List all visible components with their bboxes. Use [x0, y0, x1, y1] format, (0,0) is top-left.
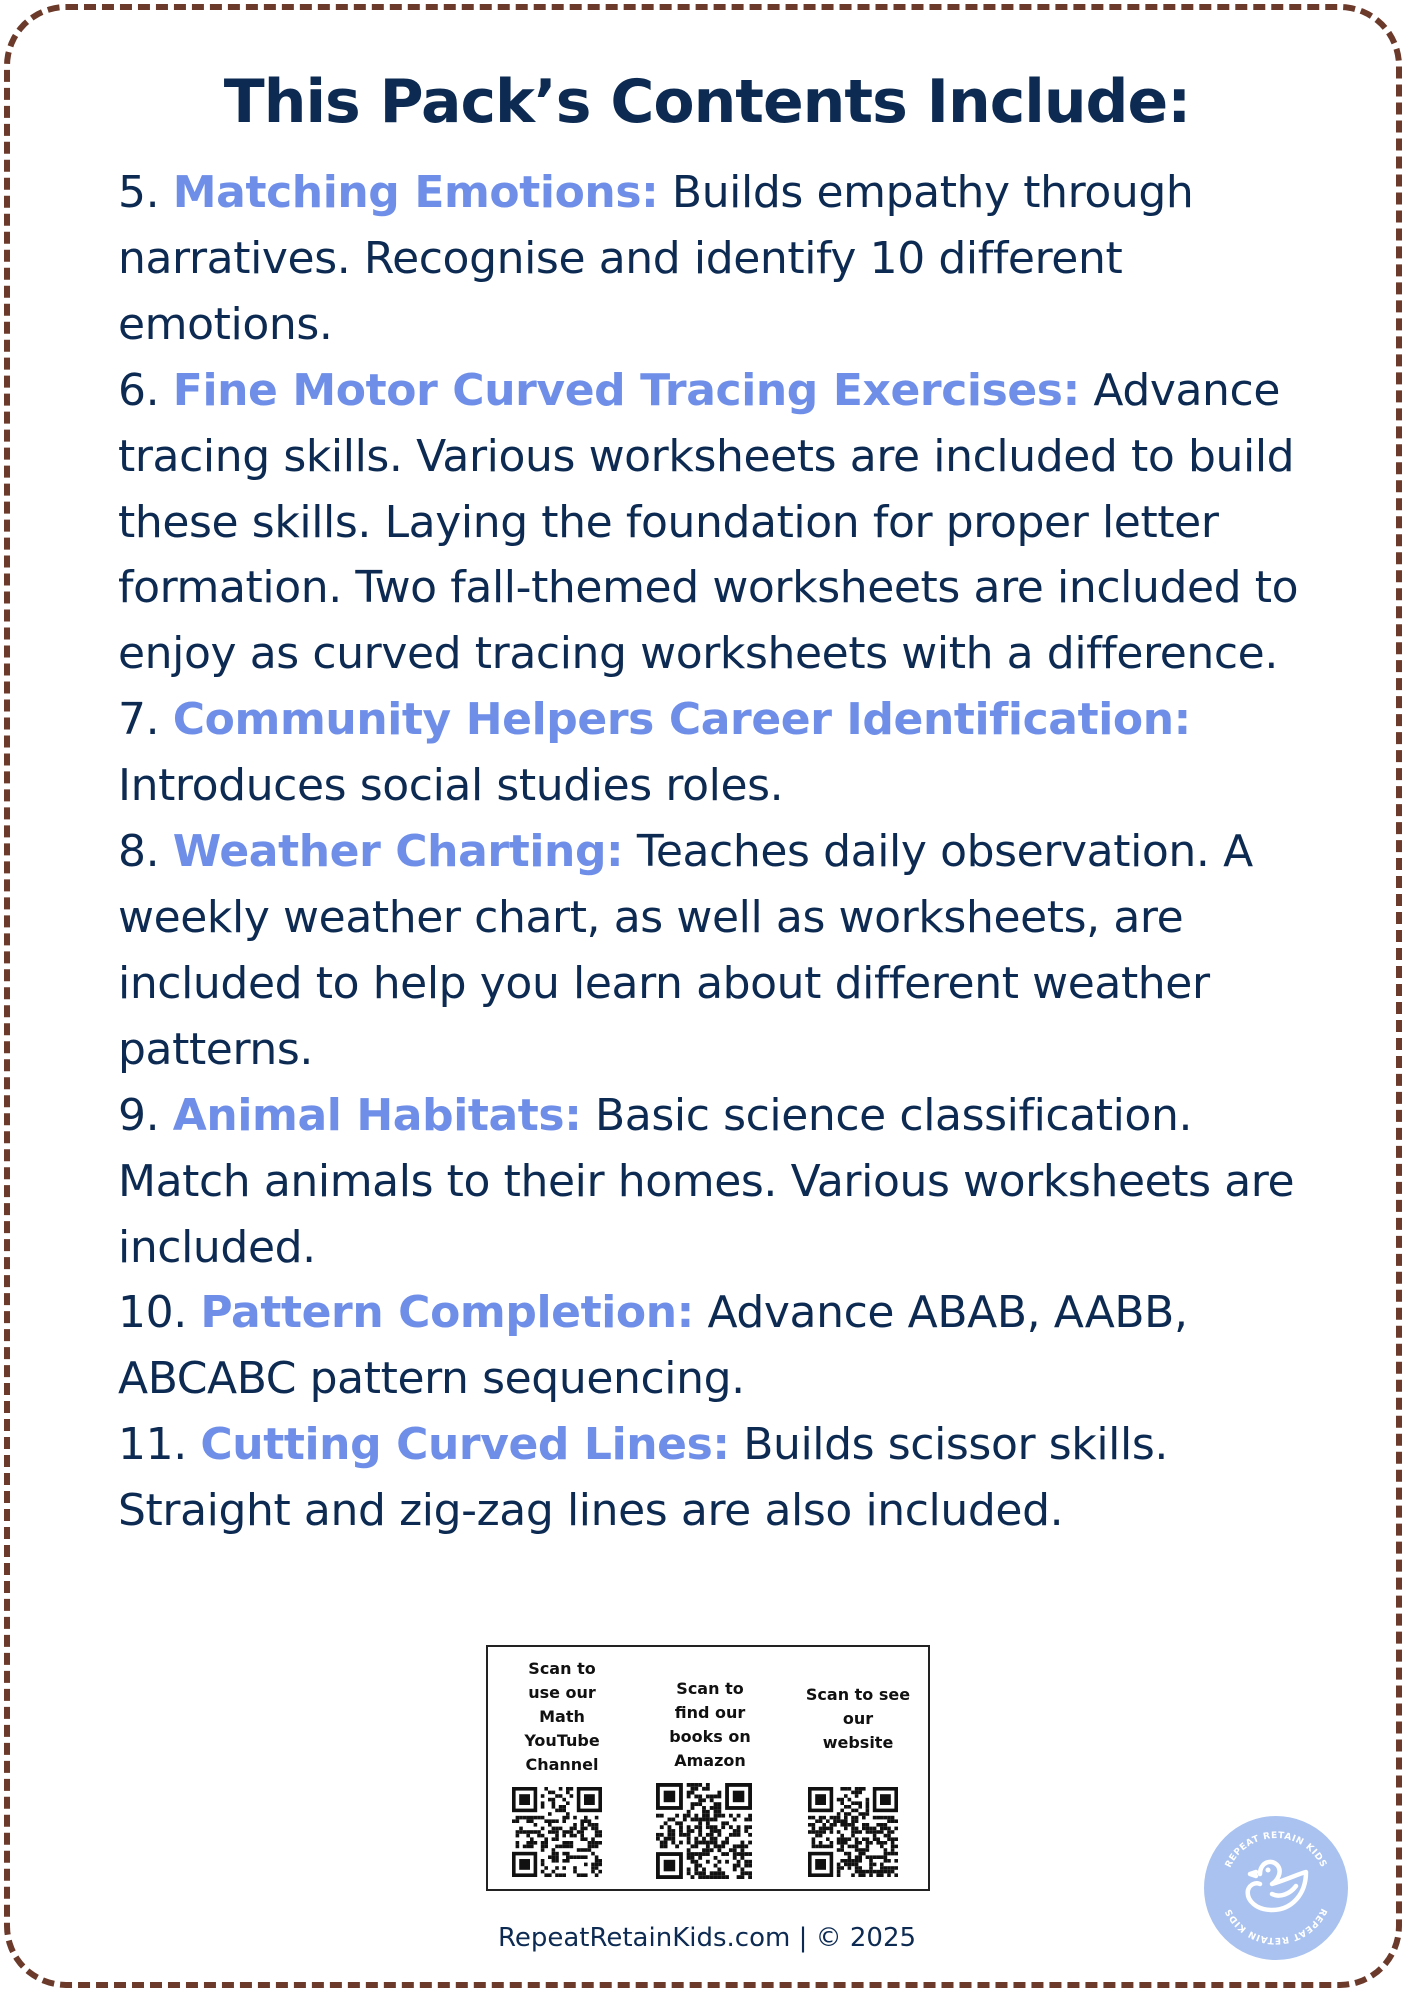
list-item	[118, 160, 1318, 358]
item-number: 7.	[118, 694, 160, 746]
qr-code-panel	[486, 1645, 930, 1891]
qr-youtube-caption: Scan to use our Math YouTube Channel	[524, 1659, 600, 1774]
list-item	[118, 1280, 1318, 1412]
qr-website	[784, 1647, 932, 1893]
list-item	[118, 1083, 1318, 1281]
list-item	[118, 1412, 1318, 1544]
qr-youtube	[488, 1647, 636, 1893]
item-number: 5.	[118, 167, 160, 218]
item-text: Introduces social studies roles.	[118, 760, 784, 812]
qr-code-icon[interactable]	[512, 1787, 602, 1877]
repeat-retain-kids-logo	[1202, 1814, 1350, 1962]
qr-code-icon[interactable]	[656, 1783, 752, 1879]
item-text: Builds empathy through narratives. Recognise and identify 10 different emotions.	[118, 167, 1194, 350]
qr-website-caption: Scan to see our website	[805, 1685, 911, 1752]
item-heading: Community Helpers Career Identification:	[172, 694, 1191, 746]
item-text: Basic science classification. Match animals to their homes. Various worksheets are included.	[118, 1089, 1295, 1273]
svg-text:REPEAT RETAIN KIDS: REPEAT RETAIN KIDS	[1223, 1906, 1329, 1946]
qr-code-icon[interactable]	[808, 1787, 898, 1877]
page-title: This Pack’s Contents Include:	[223, 67, 1191, 137]
item-heading: Fine Motor Curved Tracing Exercises:	[172, 364, 1080, 416]
qr-amazon-caption: Scan to find our books on Amazon	[669, 1679, 751, 1770]
item-number: 9.	[118, 1089, 160, 1141]
item-heading: Animal Habitats:	[172, 1089, 582, 1141]
footer-copyright: RepeatRetainKids.com | © 2025	[497, 1923, 917, 1953]
list-item	[118, 819, 1318, 1083]
list-item	[118, 687, 1318, 819]
item-number: 11.	[118, 1419, 187, 1471]
item-heading: Matching Emotions:	[172, 167, 659, 218]
item-number: 10.	[118, 1287, 187, 1339]
item-heading: Weather Charting:	[172, 826, 624, 878]
contents-list	[118, 160, 1318, 1544]
item-text: Advance ABAB, AABB, ABCABC pattern sequencing.	[118, 1287, 1188, 1405]
item-heading: Pattern Completion:	[200, 1287, 694, 1339]
item-number: 6.	[118, 364, 160, 416]
item-number: 8.	[118, 826, 160, 878]
item-heading: Cutting Curved Lines:	[200, 1419, 730, 1471]
item-text: Builds scissor skills. Straight and zig-zag lines are also included.	[118, 1419, 1168, 1537]
svg-text:REPEAT RETAIN KIDS: REPEAT RETAIN KIDS	[1223, 1830, 1329, 1870]
item-text: Advance tracing skills. Various worksheets are included to build these skills. Laying the foundation for proper letter formation. Two fall-themed worksheets are included to enjoy as curved tracing worksheets with a difference.	[118, 364, 1299, 680]
list-item	[118, 358, 1318, 688]
qr-amazon	[636, 1647, 784, 1893]
item-text: Teaches daily observation. A weekly weather chart, as well as worksheets, are included to help you learn about different weather patterns.	[118, 826, 1253, 1075]
